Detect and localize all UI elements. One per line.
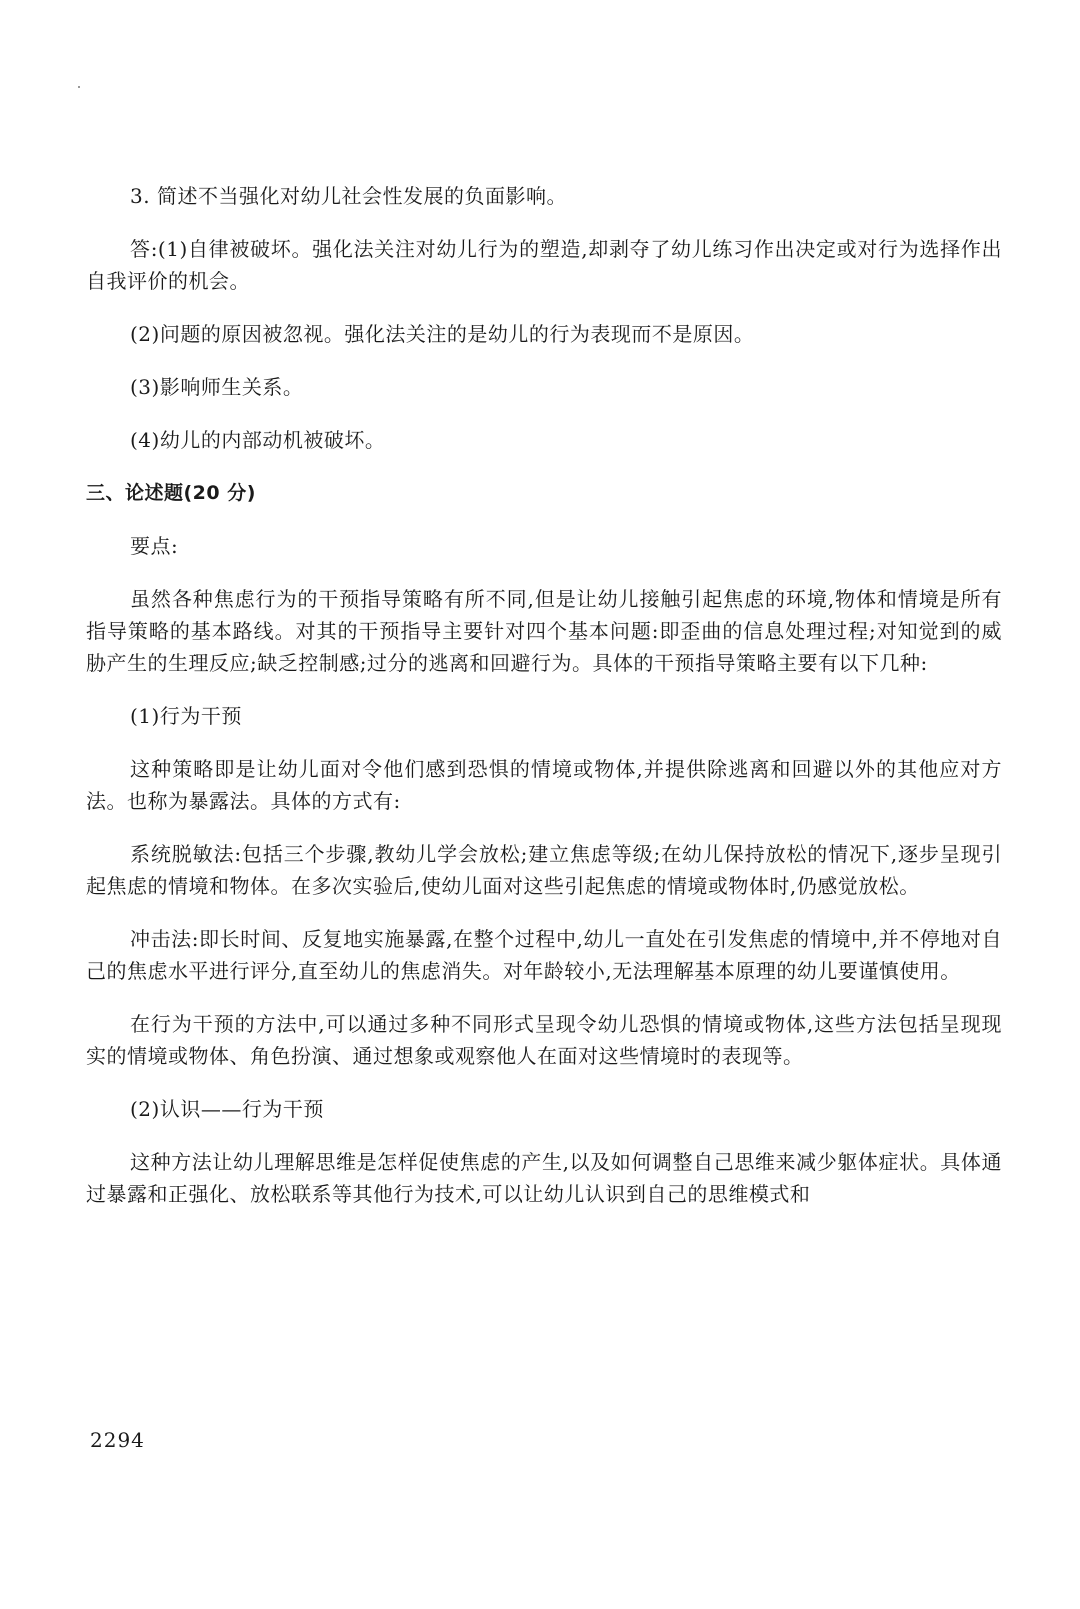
flooding-paragraph: 冲击法:即长时间、反复地实施暴露,在整个过程中,幼儿一直处在引发焦虑的情境中,并不停地对自己的焦虑水平进行评分,直至幼儿的焦虑消失。对年龄较小,无法理解基本原理的幼儿要谨慎使用。 bbox=[86, 927, 1002, 983]
document-body bbox=[86, 180, 1002, 1231]
essay-intro-paragraph: 虽然各种焦虑行为的干预指导策略有所不同,但是让幼儿接触引起焦虑的环境,物体和情境是所有指导策略的基本路线。对其的干预指导主要针对四个基本问题:即歪曲的信息处理过程;对知觉到的威胁产生的生理反应;缺乏控制感;过分的逃离和回避行为。具体的干预指导策略主要有以下几种: bbox=[86, 587, 1002, 675]
section-heading-essay: 三、论述题(20 分) bbox=[86, 482, 256, 504]
subheading-cognitive-behavioral: (2)认识——行为干预 bbox=[130, 1097, 324, 1121]
key-points-label: 要点: bbox=[130, 534, 179, 558]
systematic-desensitization-paragraph: 系统脱敏法:包括三个步骤,教幼儿学会放松;建立焦虑等级;在幼儿保持放松的情况下,逐步呈现引起焦虑的情境和物体。在多次实验后,使幼儿面对这些引起焦虑的情境或物体时,仍感觉放松。 bbox=[86, 842, 1002, 898]
page-number: 2294 bbox=[90, 1428, 145, 1452]
answer-point-1: 答:(1)自律被破坏。强化法关注对幼儿行为的塑造,却剥夺了幼儿练习作出决定或对行为选择作出自我评价的机会。 bbox=[86, 237, 1002, 293]
answer-point-4: (4)幼儿的内部动机被破坏。 bbox=[130, 428, 386, 452]
answer-point-3: (3)影响师生关系。 bbox=[130, 375, 304, 399]
cognitive-behavioral-paragraph: 这种方法让幼儿理解思维是怎样促使焦虑的产生,以及如何调整自己思维来减少躯体症状。具体通过暴露和正强化、放松联系等其他行为技术,可以让幼儿认识到自己的思维模式和 bbox=[86, 1150, 1002, 1206]
subheading-behavioral-intervention: (1)行为干预 bbox=[130, 704, 242, 728]
exposure-methods-paragraph: 在行为干预的方法中,可以通过多种不同形式呈现令幼儿恐惧的情境或物体,这些方法包括呈现现实的情境或物体、角色扮演、通过想象或观察他人在面对这些情境时的表现等。 bbox=[86, 1012, 1002, 1068]
scan-speck bbox=[78, 86, 80, 88]
answer-point-2: (2)问题的原因被忽视。强化法关注的是幼儿的行为表现而不是原因。 bbox=[130, 322, 755, 346]
question-3: 3. 简述不当强化对幼儿社会性发展的负面影响。 bbox=[130, 184, 567, 208]
behavioral-intervention-paragraph: 这种策略即是让幼儿面对令他们感到恐惧的情境或物体,并提供除逃离和回避以外的其他应对方法。也称为暴露法。具体的方式有: bbox=[86, 757, 1002, 813]
